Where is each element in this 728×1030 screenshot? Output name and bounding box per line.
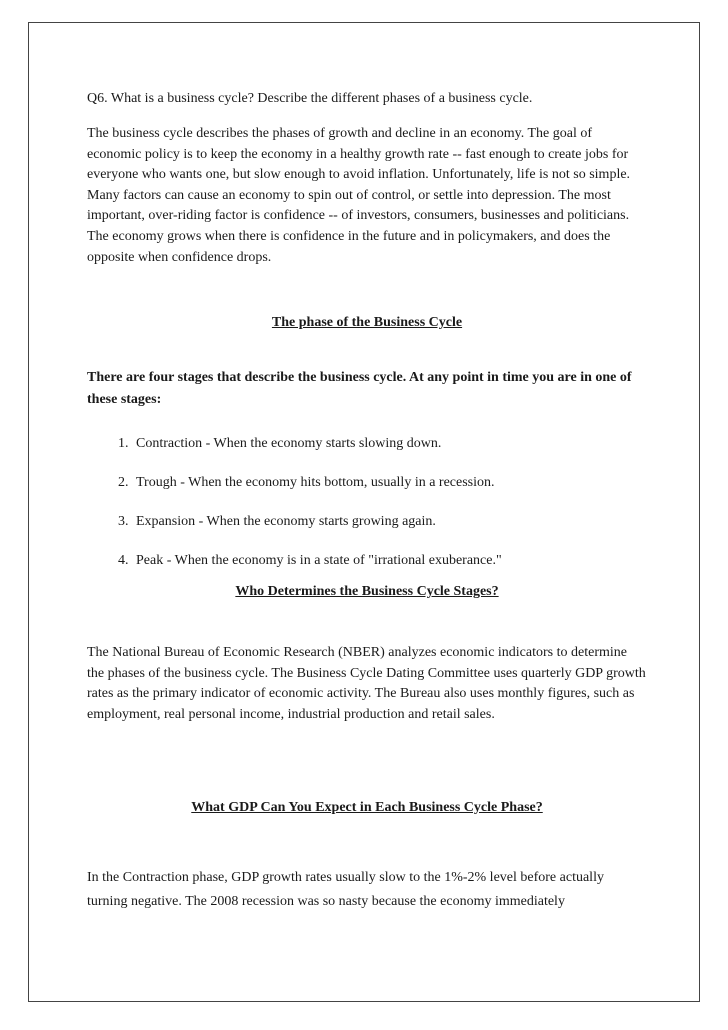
intro-paragraph: The business cycle describes the phases of growth and decline in an economy. The goal of economic policy is to keep the economy in a healthy growth rate -- fast enough to create jobs for everyone who wants one, but slow enough to avoid inflation. Unfortunately, life is not so simple. Many factors can cause an economy to spin out of control, or settle into depression. The most important, over-riding factor is confidence -- of investors, consumers, businesses and politicians. The economy grows when there is confidence in the future and in policymakers, and does the opposite when confidence drops. (87, 126, 631, 265)
list-item: 3. Expansion - When the economy starts growing again. (132, 511, 647, 533)
list-item: 2. Trough - When the economy hits bottom, usually in a recession. (132, 472, 647, 494)
list-item: 1. Contraction - When the economy starts slowing down. (132, 433, 647, 455)
stages-intro-paragraph: There are four stages that describe the business cycle. At any point in time you are in one of these stages: (87, 370, 632, 408)
heading-business-cycle-phase: The phase of the Business Cycle (271, 315, 463, 331)
heading-gdp-expectation: What GDP Can You Expect in Each Business Cycle Phase? (191, 799, 543, 815)
document-body (87, 88, 647, 914)
question-text: Q6. What is a business cycle? Describe the different phases of a business cycle. (87, 91, 533, 106)
stages-list (87, 433, 647, 572)
nber-paragraph: The National Bureau of Economic Research (NBER) analyzes economic indicators to determine the phases of the business cycle. The Business Cycle Dating Committee uses quarterly GDP growth rates as the primary indicator of economic activity. The Bureau also uses monthly figures, such as employment, real personal income, industrial production and retail sales. (87, 645, 646, 722)
list-item: 4. Peak - When the economy is in a state of "irrational exuberance." (132, 550, 647, 572)
heading-who-determines: Who Determines the Business Cycle Stages? (235, 584, 499, 600)
gdp-paragraph: In the Contraction phase, GDP growth rates usually slow to the 1%-2% level before actually turning negative. The 2008 recession was so nasty because the economy immediately (87, 869, 604, 909)
